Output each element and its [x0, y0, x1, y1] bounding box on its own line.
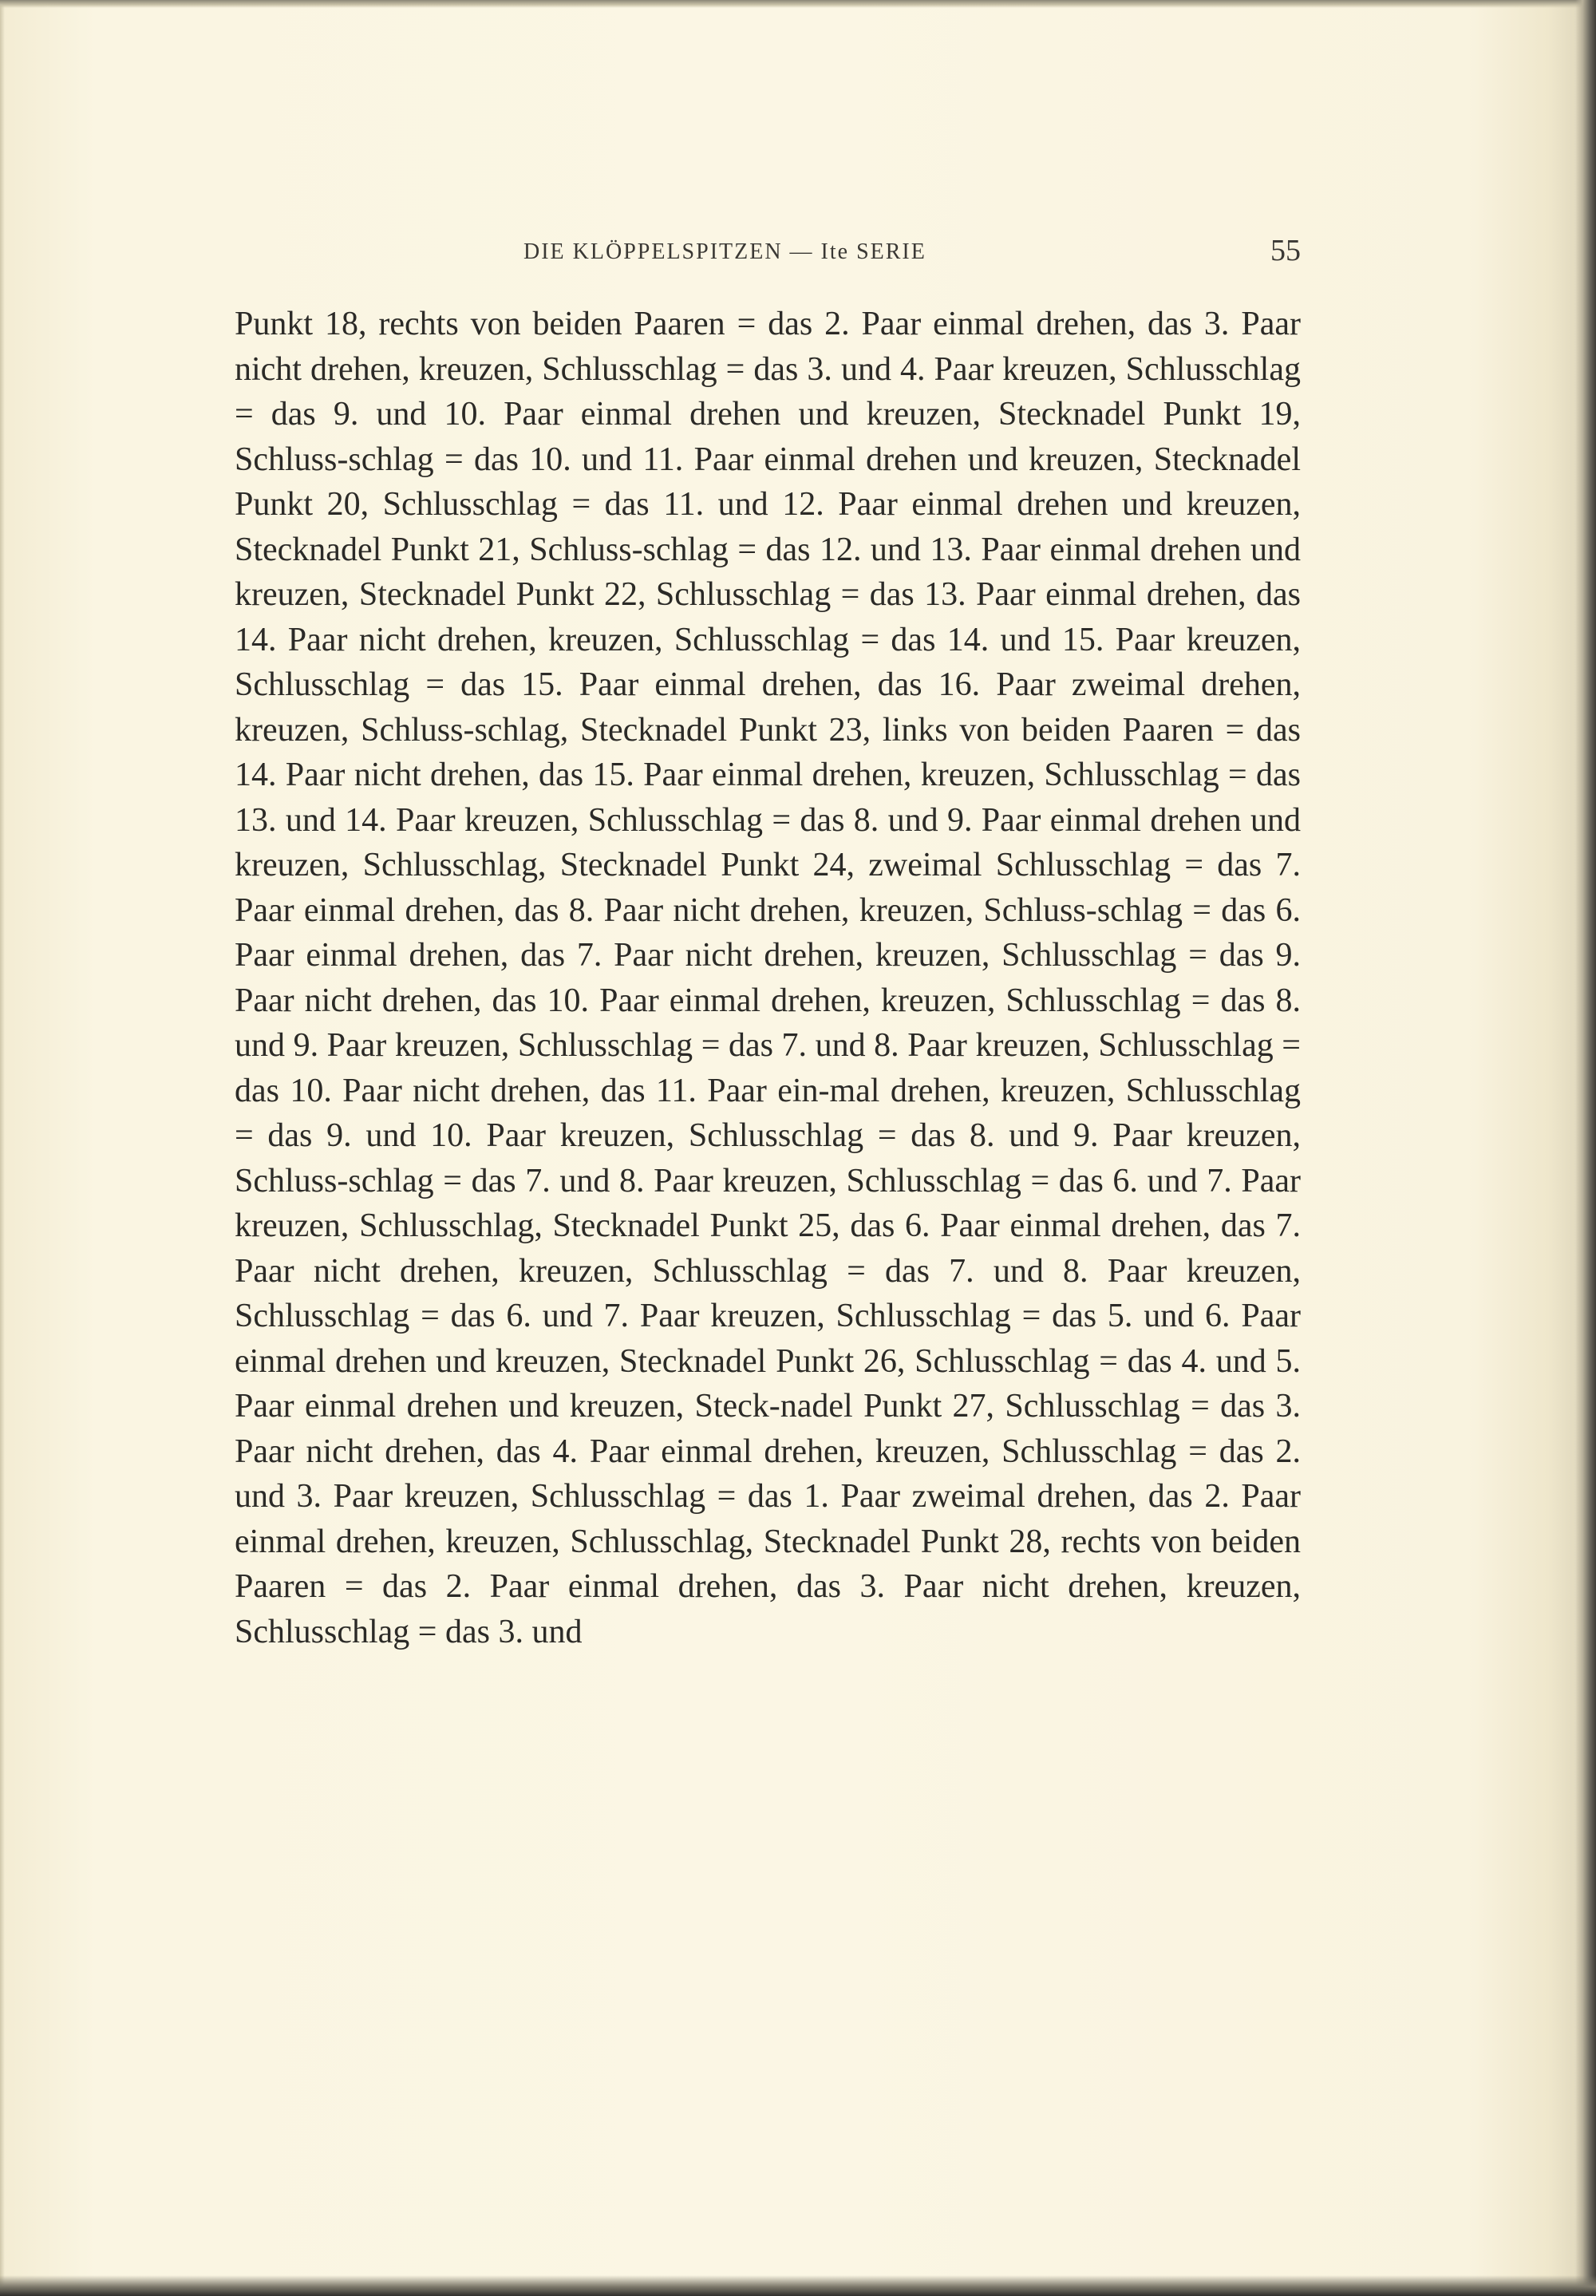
running-title: DIE KLÖPPELSPITZEN — Ite SERIE — [523, 239, 926, 264]
body-paragraph: Punkt 18, rechts von beiden Paaren = das 2. Paar einmal drehen, das 3. Paar nicht drehen, kreuzen, Schlusschlag = das 3. und 4. Paar kreuzen, Schlusschlag = das 9. und 10. Paar einmal drehen und kreuzen, Stecknadel Punkt 19, Schluss-schlag = das 10. und 11. Paar einmal drehen und kreuzen, Stecknadel Punkt 20, Schlusschlag = das 11. und 12. Paar einmal drehen und kreuzen, Stecknadel Punkt 21, Schluss-schlag = das 12. und 13. Paar einmal drehen und kreuzen, Stecknadel Punkt 22, Schlusschlag = das 13. Paar einmal drehen, das 14. Paar nicht drehen, kreuzen, Schlusschlag = das 14. und 15. Paar kreuzen, Schlusschlag = das 15. Paar einmal drehen, das 16. Paar zweimal drehen, kreuzen, Schluss-schlag, Stecknadel Punkt 23, links von beiden Paaren = das 14. Paar nicht drehen, das 15. Paar einmal drehen, kreuzen, Schlusschlag = das 13. und 14. Paar kreuzen, Schlusschlag = das 8. und 9. Paar einmal drehen und kreuzen, Schlusschlag, Stecknadel Punkt 24, zweimal Schlusschlag = das 7. Paar einmal drehen, das 8. Paar nicht drehen, kreuzen, Schluss-schlag = das 6. Paar einmal drehen, das 7. Paar nicht drehen, kreuzen, Schlusschlag = das 9. Paar nicht drehen, das 10. Paar einmal drehen, kreuzen, Schlusschlag = das 8. und 9. Paar kreuzen, Schlusschlag = das 7. und 8. Paar kreuzen, Schlusschlag = das 10. Paar nicht drehen, das 11. Paar ein-mal drehen, kreuzen, Schlusschlag = das 9. und 10. Paar kreuzen, Schlusschlag = das 8. und 9. Paar kreuzen, Schluss-schlag = das 7. und 8. Paar kreuzen, Schlusschlag = das 6. und 7. Paar kreuzen, Schlusschlag, Stecknadel Punkt 25, das 6. Paar einmal drehen, das 7. Paar nicht drehen, kreuzen, Schlusschlag = das 7. und 8. Paar kreuzen, Schlusschlag = das 6. und 7. Paar kreuzen, Schlusschlag = das 5. und 6. Paar einmal drehen und kreuzen, Stecknadel Punkt 26, Schlusschlag = das 4. und 5. Paar einmal drehen und kreuzen, Steck-nadel Punkt 27, Schlusschlag = das 3. Paar nicht drehen, das 4. Paar einmal drehen, kreuzen, Schlusschlag = das 2. und 3. Paar kreuzen, Schlusschlag = das 1. Paar zweimal drehen, das 2. Paar einmal drehen, kreuzen, Schlusschlag, Stecknadel Punkt 28, rechts von beiden Paaren = das 2. Paar einmal drehen, das 3. Paar nicht drehen, kreuzen, Schlusschlag = das 3. und — [235, 306, 1301, 1650]
page-edge-left — [0, 0, 5, 2296]
page-number: 55 — [1270, 234, 1301, 267]
page-edge-right — [1575, 0, 1596, 2296]
page-header — [235, 233, 1301, 273]
page-edge-top — [0, 0, 1596, 8]
page-edge-bottom — [0, 2275, 1596, 2296]
